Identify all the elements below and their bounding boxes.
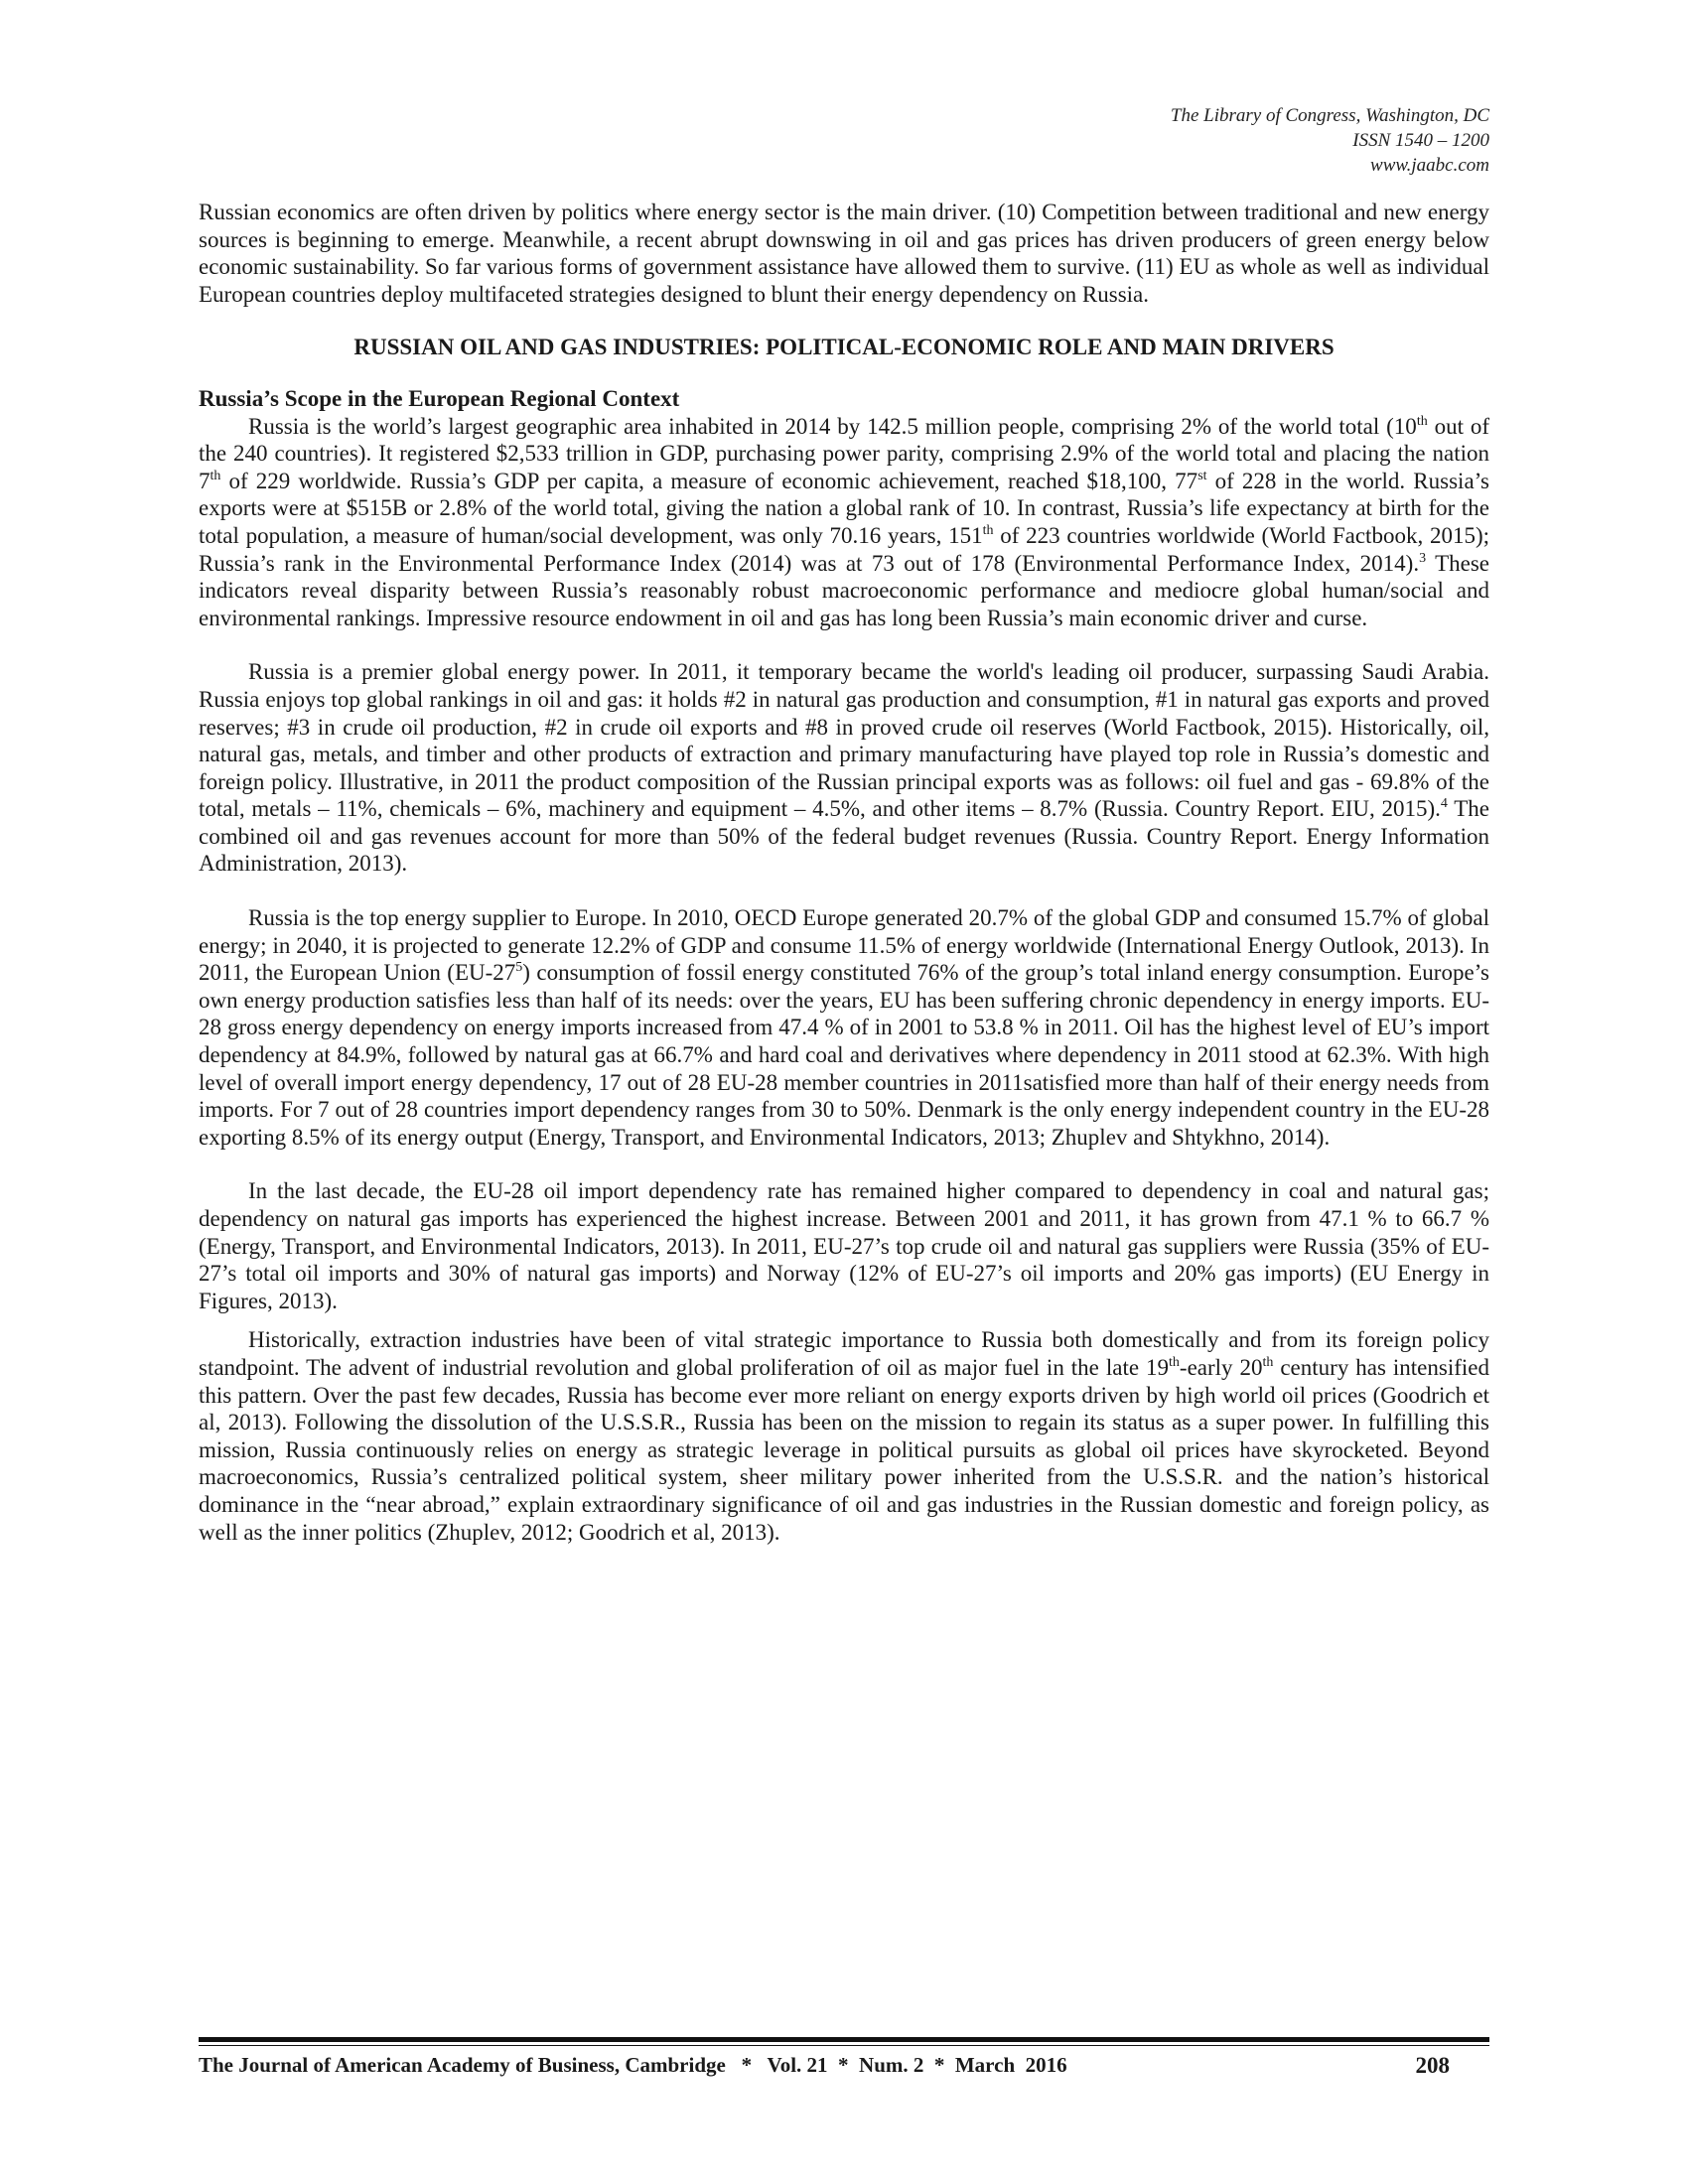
header-website: www.jaabc.com (1370, 155, 1489, 176)
footnote-ref-4: 4 (1440, 796, 1448, 812)
paragraph-extraction-history: Historically, extraction industries have been of vital strategic importance to Russia both domestically and from its foreign policy standpoint. The advent of industrial revolution and global proliferation of oil as major fuel in the late 19th-early 20th century has intensified this pattern. Over the past few decades, Russia has become ever more reliant on energy exports driven by high world oil prices (Goodrich et al, 2013). Following the dissolution of the U.S.S.R., Russia has been on the mission to regain its status as a super power. In fulfilling this mission, Russia continuously relies on energy as strategic leverage in political pursuits as global oil prices have skyrocketed. Beyond macroeconomics, Russia’s centralized political system, sheer military power inherited from the U.S.S.R. and the nation’s historical dominance in the “near abroad,” explain extraordinary significance of oil and gas industries in the Russian domestic and foreign policy, as well as the inner politics (Zhuplev, 2012; Goodrich et al, 2013). (199, 1327, 1489, 1545)
paragraph-energy-supplier: Russia is the top energy supplier to Europe. In 2010, OECD Europe generated 20.7% of the global GDP and consumed 15.7% of global energy; in 2040, it is projected to generate 12.2% of GDP and consume 11.5% of energy worldwide (International Energy Outlook, 2013). In 2011, the European Union $(EU-27^5)$ consumption of fossil energy constituted 76% of the group’s total inland energy consumption. Europe’s own energy production satisfies less than half of its needs: over the years, EU has been suffering chronic dependency in energy imports. EU-28 gross energy dependency on energy imports increased from 47.4 % of in 2001 to 53.8 % in 2011. Oil has the highest level of EU’s import dependency at 84.9%, followed by natural gas at 66.7% and hard coal and derivatives where dependency in 2011 stood at 62.3%. With high level of overall import energy dependency, 17 out of 28 EU-28 member countries in 2011satisfied more than half of their energy needs from imports. For 7 out of 28 countries import dependency ranges from 30 to 50%. Denmark is the only energy independent country in the EU-28 exporting 8.5% of its energy output (Energy, Transport, and Environmental Indicators, 2013; Zhuplev and Shtykhno, 2014). (199, 905, 1489, 1150)
section-title: RUSSIAN OIL AND GAS INDUSTRIES: POLITICAL-ECONOMIC ROLE AND MAIN DRIVERS (353, 335, 1335, 360)
header-issn: ISSN 1540 – 1200 (1352, 130, 1489, 151)
intro-paragraph: Russian economics are often driven by politics where energy sector is the main driver. (10) Competition between traditional and new energy sources is beginning to emerge. Meanwhile, a recent abrupt downswing in oil and gas prices has driven producers of green energy below economic sustainability. So far various forms of government assistance have allowed them to survive. (11) EU as whole as well as individual European countries deploy multifaceted strategies designed to blunt their energy dependency on Russia. (199, 200, 1489, 307)
page-number: 208 (1415, 2053, 1450, 2078)
footnote-ref-5: 5 (515, 960, 523, 976)
page-header (1171, 103, 1489, 178)
paragraph-russia-scope: Russia is the world’s largest geographic area inhabited in 2014 by 142.5 million people, comprising 2% of the world total (10th out of the 240 countries). It registered $2,533 trillion in GDP, purchasing power parity, comprising 2.9% of the world total and placing the nation 7th of 229 worldwide. Russia’s GDP per capita, a measure of economic achievement, reached $18,100, 77st of 228 in the world. Russia’s exports were at $515B or 2.8% of the world total, giving the nation a global rank of 10. In contrast, Russia’s life expectancy at birth for the total population, a measure of human/social development, was only 70.16 years, 151th of 223 countries worldwide (World Factbook, 2015); Russia’s rank in the Environmental Performance Index (2014) was at 73 out of 178 (Environmental Performance Index, 2014).$^3$ These indicators reveal disparity between Russia’s reasonably robust macroeconomic performance and mediocre global human/social and environmental rankings. Impressive resource endowment in oil and gas has long been Russia’s main economic driver and curse. (199, 413, 1489, 630)
subsection-title: Russia’s Scope in the European Regional Context (199, 385, 680, 411)
page-footer (199, 2053, 1489, 2083)
journal-page (199, 0, 1489, 2184)
footer-rule-thin (199, 2045, 1489, 2046)
footnote-ref-3: 3 (1419, 550, 1427, 566)
footer-journal-info: The Journal of American Academy of Business, Cambridge * Vol. 21 * Num. 2 * March 2016 (199, 2053, 1067, 2077)
paragraph-energy-power: Russia is a premier global energy power. In 2011, it temporary became the world's leading oil producer, surpassing Saudi Arabia. Russia enjoys top global rankings in oil and gas: it holds #2 in natural gas production and consumption, #1 in natural gas exports and proved reserves; #3 in crude oil production, #2 in crude oil exports and #8 in proved crude oil reserves (World Factbook, 2015). Historically, oil, natural gas, metals, and timber and other products of extraction and primary manufacturing have played top role in Russia’s domestic and foreign policy. Illustrative, in 2011 the product composition of the Russian principal exports was as follows: oil fuel and gas - 69.8% of the total, metals – 11%, chemicals – 6%, machinery and equipment – 4.5%, and other items – 8.7% (Russia. Country Report. EIU, 2015).$^4$ The combined oil and gas revenues account for more than 50% of the federal budget revenues (Russia. Country Report. Energy Information Administration, 2013). (199, 659, 1490, 877)
article-body (199, 199, 1489, 1546)
header-library: The Library of Congress, Washington, DC (1170, 105, 1489, 126)
paragraph-import-dependency: In the last decade, the EU-28 oil import dependency rate has remained higher compared to dependency in coal and natural gas; dependency on natural gas imports has experienced the highest increase. Between 2001 and 2011, it has grown from 47.1 % to 66.7 % (Energy, Transport, and Environmental Indicators, 2013). In 2011, EU-27’s top crude oil and natural gas suppliers were Russia (35% of EU-27’s total oil imports and 30% of natural gas imports) and Norway (12% of EU-27’s oil imports and 20% gas imports) (EU Energy in Figures, 2013). (199, 1178, 1489, 1313)
footer-rule-thick (199, 2037, 1489, 2042)
